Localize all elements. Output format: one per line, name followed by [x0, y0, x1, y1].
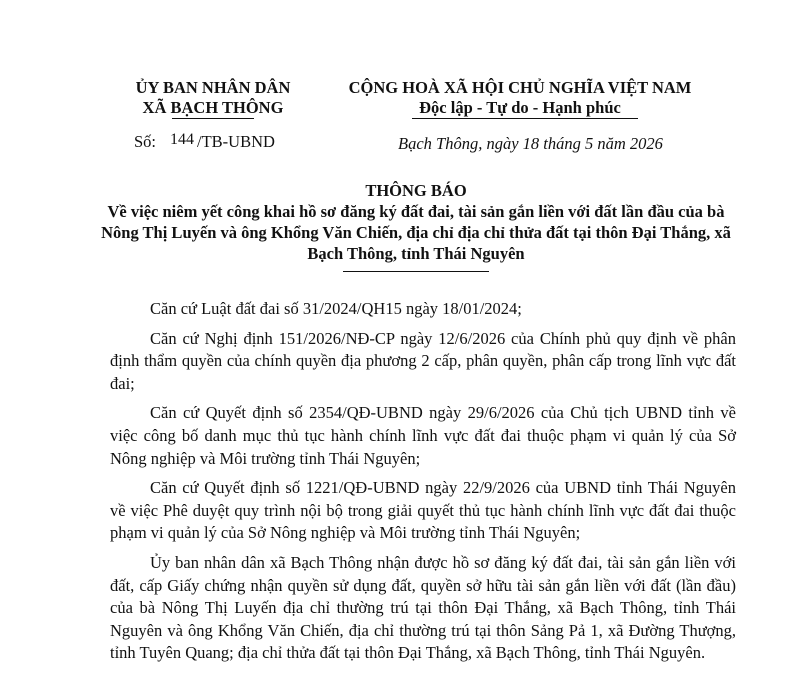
- nation-line-1: CỘNG HOÀ XÃ HỘI CHỦ NGHĨA VIỆT NAM: [348, 78, 692, 97]
- paragraph: Căn cứ Luật đất đai số 31/2024/QH15 ngày 18/01/2024;: [150, 299, 522, 318]
- document-title: [96, 180, 736, 264]
- issuing-authority: [118, 78, 308, 118]
- title-subtitle: Về việc niêm yết công khai hồ sơ đăng ký đất đai, tài sản gắn liền với đất lần đầu của bà Nông Thị Luyến và ông Khổng Văn Chiến, địa chỉ địa chỉ thửa đất tại thôn Đại Thắng, xã Bạch Thông, tỉnh Thái Nguyên: [101, 202, 731, 263]
- paragraph: Căn cứ Nghị định 151/2026/NĐ-CP ngày 12/6/2026 của Chính phủ quy định về phân định thẩm quyền của chính quyền địa phương 2 cấp, phân quyền, phân cấp trong lĩnh vực đất đai;: [110, 328, 736, 393]
- document-number: [134, 131, 275, 154]
- number-value: 144: [170, 131, 195, 148]
- nation-motto: Độc lập - Tự do - Hạnh phúc: [419, 98, 621, 117]
- authority-line-1: ỦY BAN NHÂN DÂN: [135, 78, 291, 97]
- authority-line-2: XÃ BẠCH THÔNG: [142, 98, 284, 117]
- title-underline: [343, 271, 489, 272]
- motto-underline: [412, 118, 638, 119]
- authority-underline: [172, 118, 254, 119]
- place-date: Bạch Thông, ngày 18 tháng 5 năm 2026: [398, 134, 663, 153]
- title-heading: THÔNG BÁO: [365, 181, 467, 200]
- national-heading: [330, 78, 710, 118]
- number-label: Số:: [134, 132, 157, 151]
- number-suffix: /TB-UBND: [197, 132, 275, 151]
- paragraph: Ủy ban nhân dân xã Bạch Thông nhận được hồ sơ đăng ký đất đai, tài sản gắn liền với đất, cấp Giấy chứng nhận quyền sử dụng đất, quyền sở hữu tài sản gắn liền với đất (lần đầu) của bà Nông Thị Luyến địa chỉ thường trú tại thôn Đại Thắng, xã Bạch Thông, tỉnh Thái Nguyên và ông Khổng Văn Chiến, địa chỉ thường trú tại thôn Sảng Pả 1, xã Đường Thượng, tỉnh Tuyên Quang; địa chỉ thửa đất tại thôn Đại Thắng, xã Bạch Thông, tỉnh Thái Nguyên.: [110, 552, 736, 663]
- paragraph: Căn cứ Quyết định số 1221/QĐ-UBND ngày 22/9/2026 của UBND tỉnh Thái Nguyên về việc Phê duyệt quy trình nội bộ trong giải quyết thủ tục hành chính lĩnh vực đất đai thuộc phạm vi quản lý của Sở Nông nghiệp và Môi trường tỉnh Thái Nguyên;: [110, 478, 736, 543]
- paragraph: Căn cứ Quyết định số 2354/QĐ-UBND ngày 29/6/2026 của Chủ tịch UBND tỉnh về việc công bố danh mục thủ tục hành chính lĩnh vực đất đai thuộc phạm vi quản lý của Sở Nông nghiệp và Môi trường tỉnh Thái Nguyên;: [110, 403, 736, 468]
- document-body: [110, 298, 736, 672]
